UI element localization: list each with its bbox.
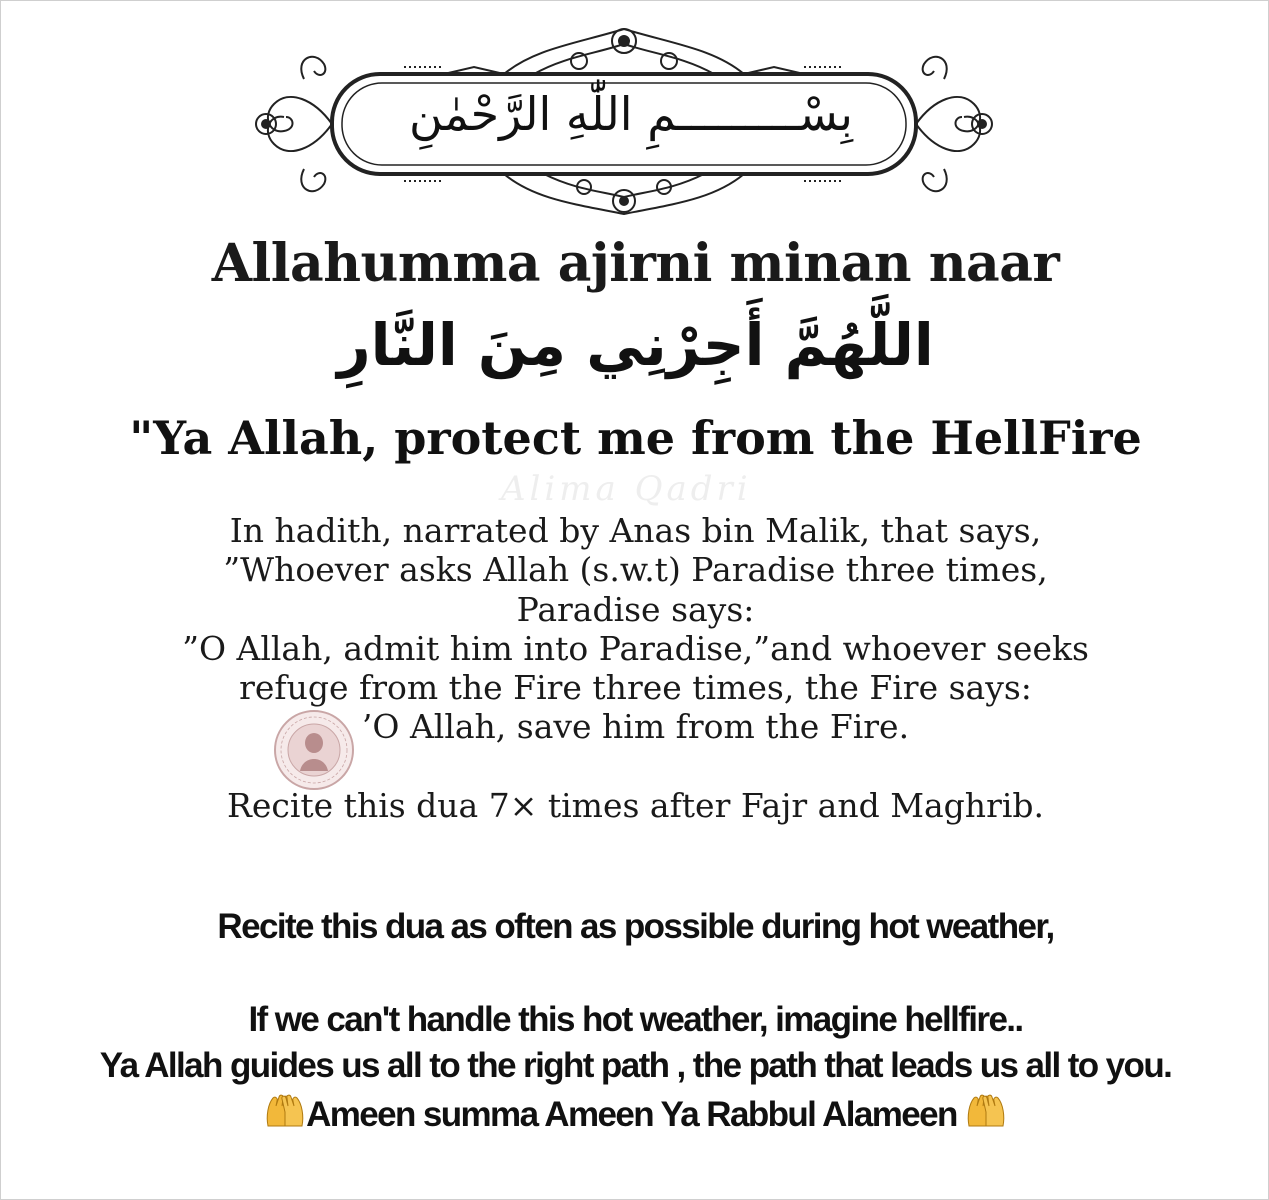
hadith-line: refuge from the Fire three times, the Fire says: — [239, 668, 1032, 708]
stamp-logo — [273, 709, 355, 791]
advice-line: Ya Allah guides us all to the right path , the path that leads us all to you. — [99, 1046, 1172, 1085]
hadith-line: In hadith, narrated by Anas bin Malik, that says, — [229, 511, 1042, 550]
closing-text: Ameen summa Ameen Ya Rabbul Alameen — [306, 1095, 957, 1134]
dua-transliteration: Allahumma ajirni minan naar — [211, 233, 1060, 294]
praying-hands-icon — [965, 1092, 1007, 1130]
hadith-block — [1, 511, 1269, 747]
recite-times-note: Recite this dua 7× times after Fajr and Maghrib. — [226, 786, 1045, 825]
basmala-text: بِسْـــــــــمِ اللّٰهِ الرَّحْمٰنِ — [409, 87, 853, 141]
advice-line: If we can't handle this hot weather, imagine hellfire.. — [248, 1000, 1023, 1039]
hadith-line: ”O Allah, admit him into Paradise,”and whoever seeks — [182, 628, 1089, 668]
advice-line: Recite this dua as often as possible during hot weather, — [217, 907, 1054, 946]
closing-line — [1, 1092, 1269, 1135]
hadith-line: Paradise says: — [516, 589, 755, 629]
dua-arabic: اللَّهُمَّ أَجِرْنِي مِنَ النَّارِ — [337, 311, 934, 379]
hadith-line: ’O Allah, save him from the Fire. — [361, 707, 910, 747]
praying-hands-icon — [264, 1092, 306, 1130]
hadith-line: ”Whoever asks Allah (s.w.t) Paradise three times, — [223, 550, 1048, 590]
watermark: Alima Qadri — [501, 469, 752, 509]
dua-meaning: "Ya Allah, protect me from the HellFire — [129, 411, 1142, 465]
